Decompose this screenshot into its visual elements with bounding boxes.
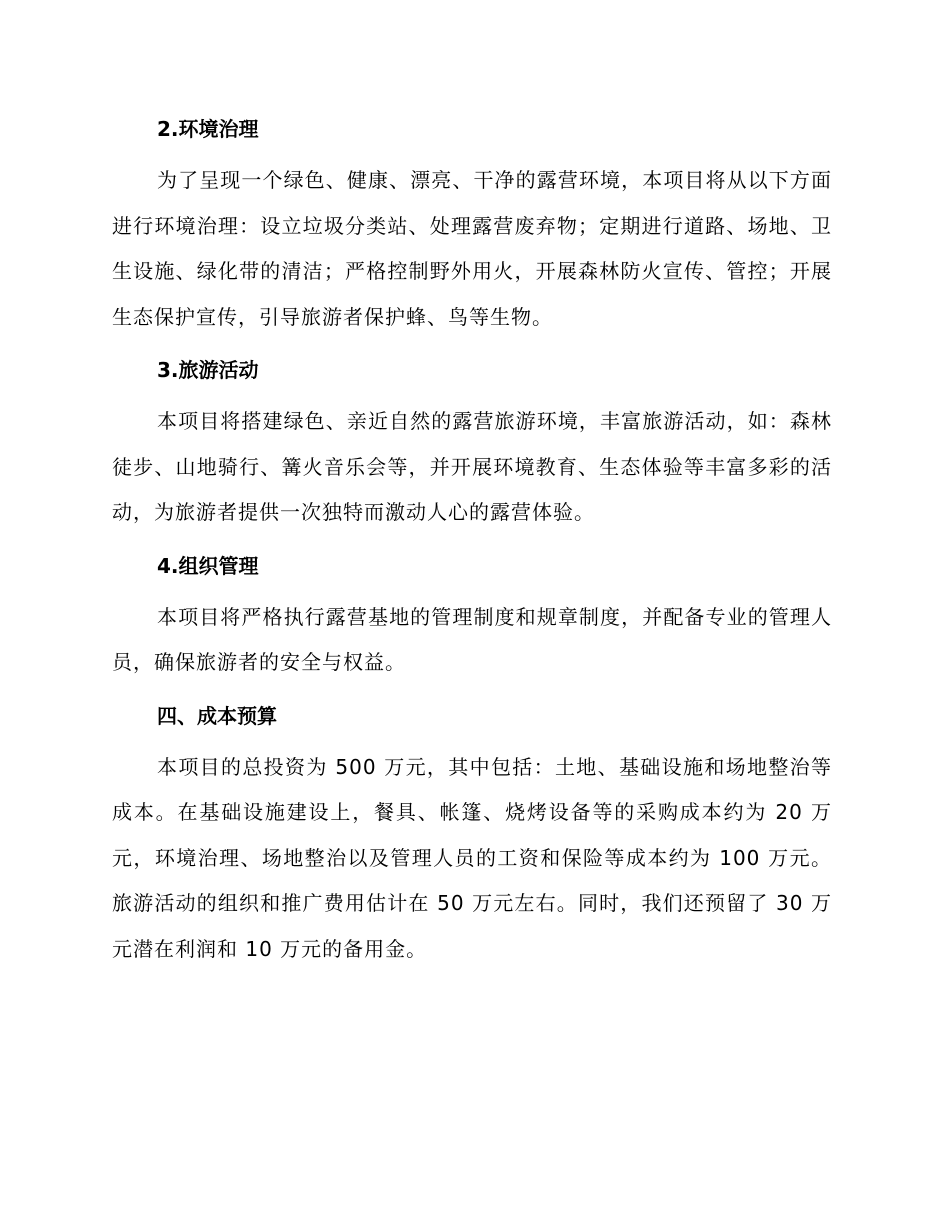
section-heading-cost-budget: 四、成本预算 — [157, 703, 277, 728]
section-paragraph-tourism-activities: 本项目将搭建绿色、亲近自然的露营旅游环境，丰富旅游活动，如：森林徒步、山地骑行、篝火音乐会等，并开展环境教育、生态体验等丰富多彩的活动，为旅游者提供一次独特而激动人心的露营体验。 — [112, 409, 832, 524]
section-heading-tourism-activities: 3.旅游活动 — [157, 358, 259, 382]
section-heading-organization: 4.组织管理 — [157, 553, 259, 578]
section-paragraph-organization: 本项目将严格执行露营基地的管理制度和规章制度，并配备专业的管理人员，确保旅游者的安全与权益。 — [112, 604, 832, 674]
section-paragraph-cost-budget: 本项目的总投资为 500 万元，其中包括：土地、基础设施和场地整治等成本。在基础设施建设上，餐具、帐篷、烧烤设备等的采购成本约为 20 万元，环境治理、场地整治以及管理人员的工资和保险等成本约为 100 万元。旅游活动的组织和推广费用估计在 50 万元左右。同时，我们还预留了 30 万元潜在利润和 10 万元的备用金。 — [112, 754, 832, 961]
section-heading-environment: 2.环境治理 — [157, 117, 259, 141]
section-paragraph-environment: 为了呈现一个绿色、健康、漂亮、干净的露营环境，本项目将从以下方面进行环境治理：设立垃圾分类站、处理露营废弃物；定期进行道路、场地、卫生设施、绿化带的清洁；严格控制野外用火，开展森林防火宣传、管控；开展生态保护宣传，引导旅游者保护蜂、鸟等生物。 — [112, 168, 832, 329]
document-body — [112, 113, 832, 972]
